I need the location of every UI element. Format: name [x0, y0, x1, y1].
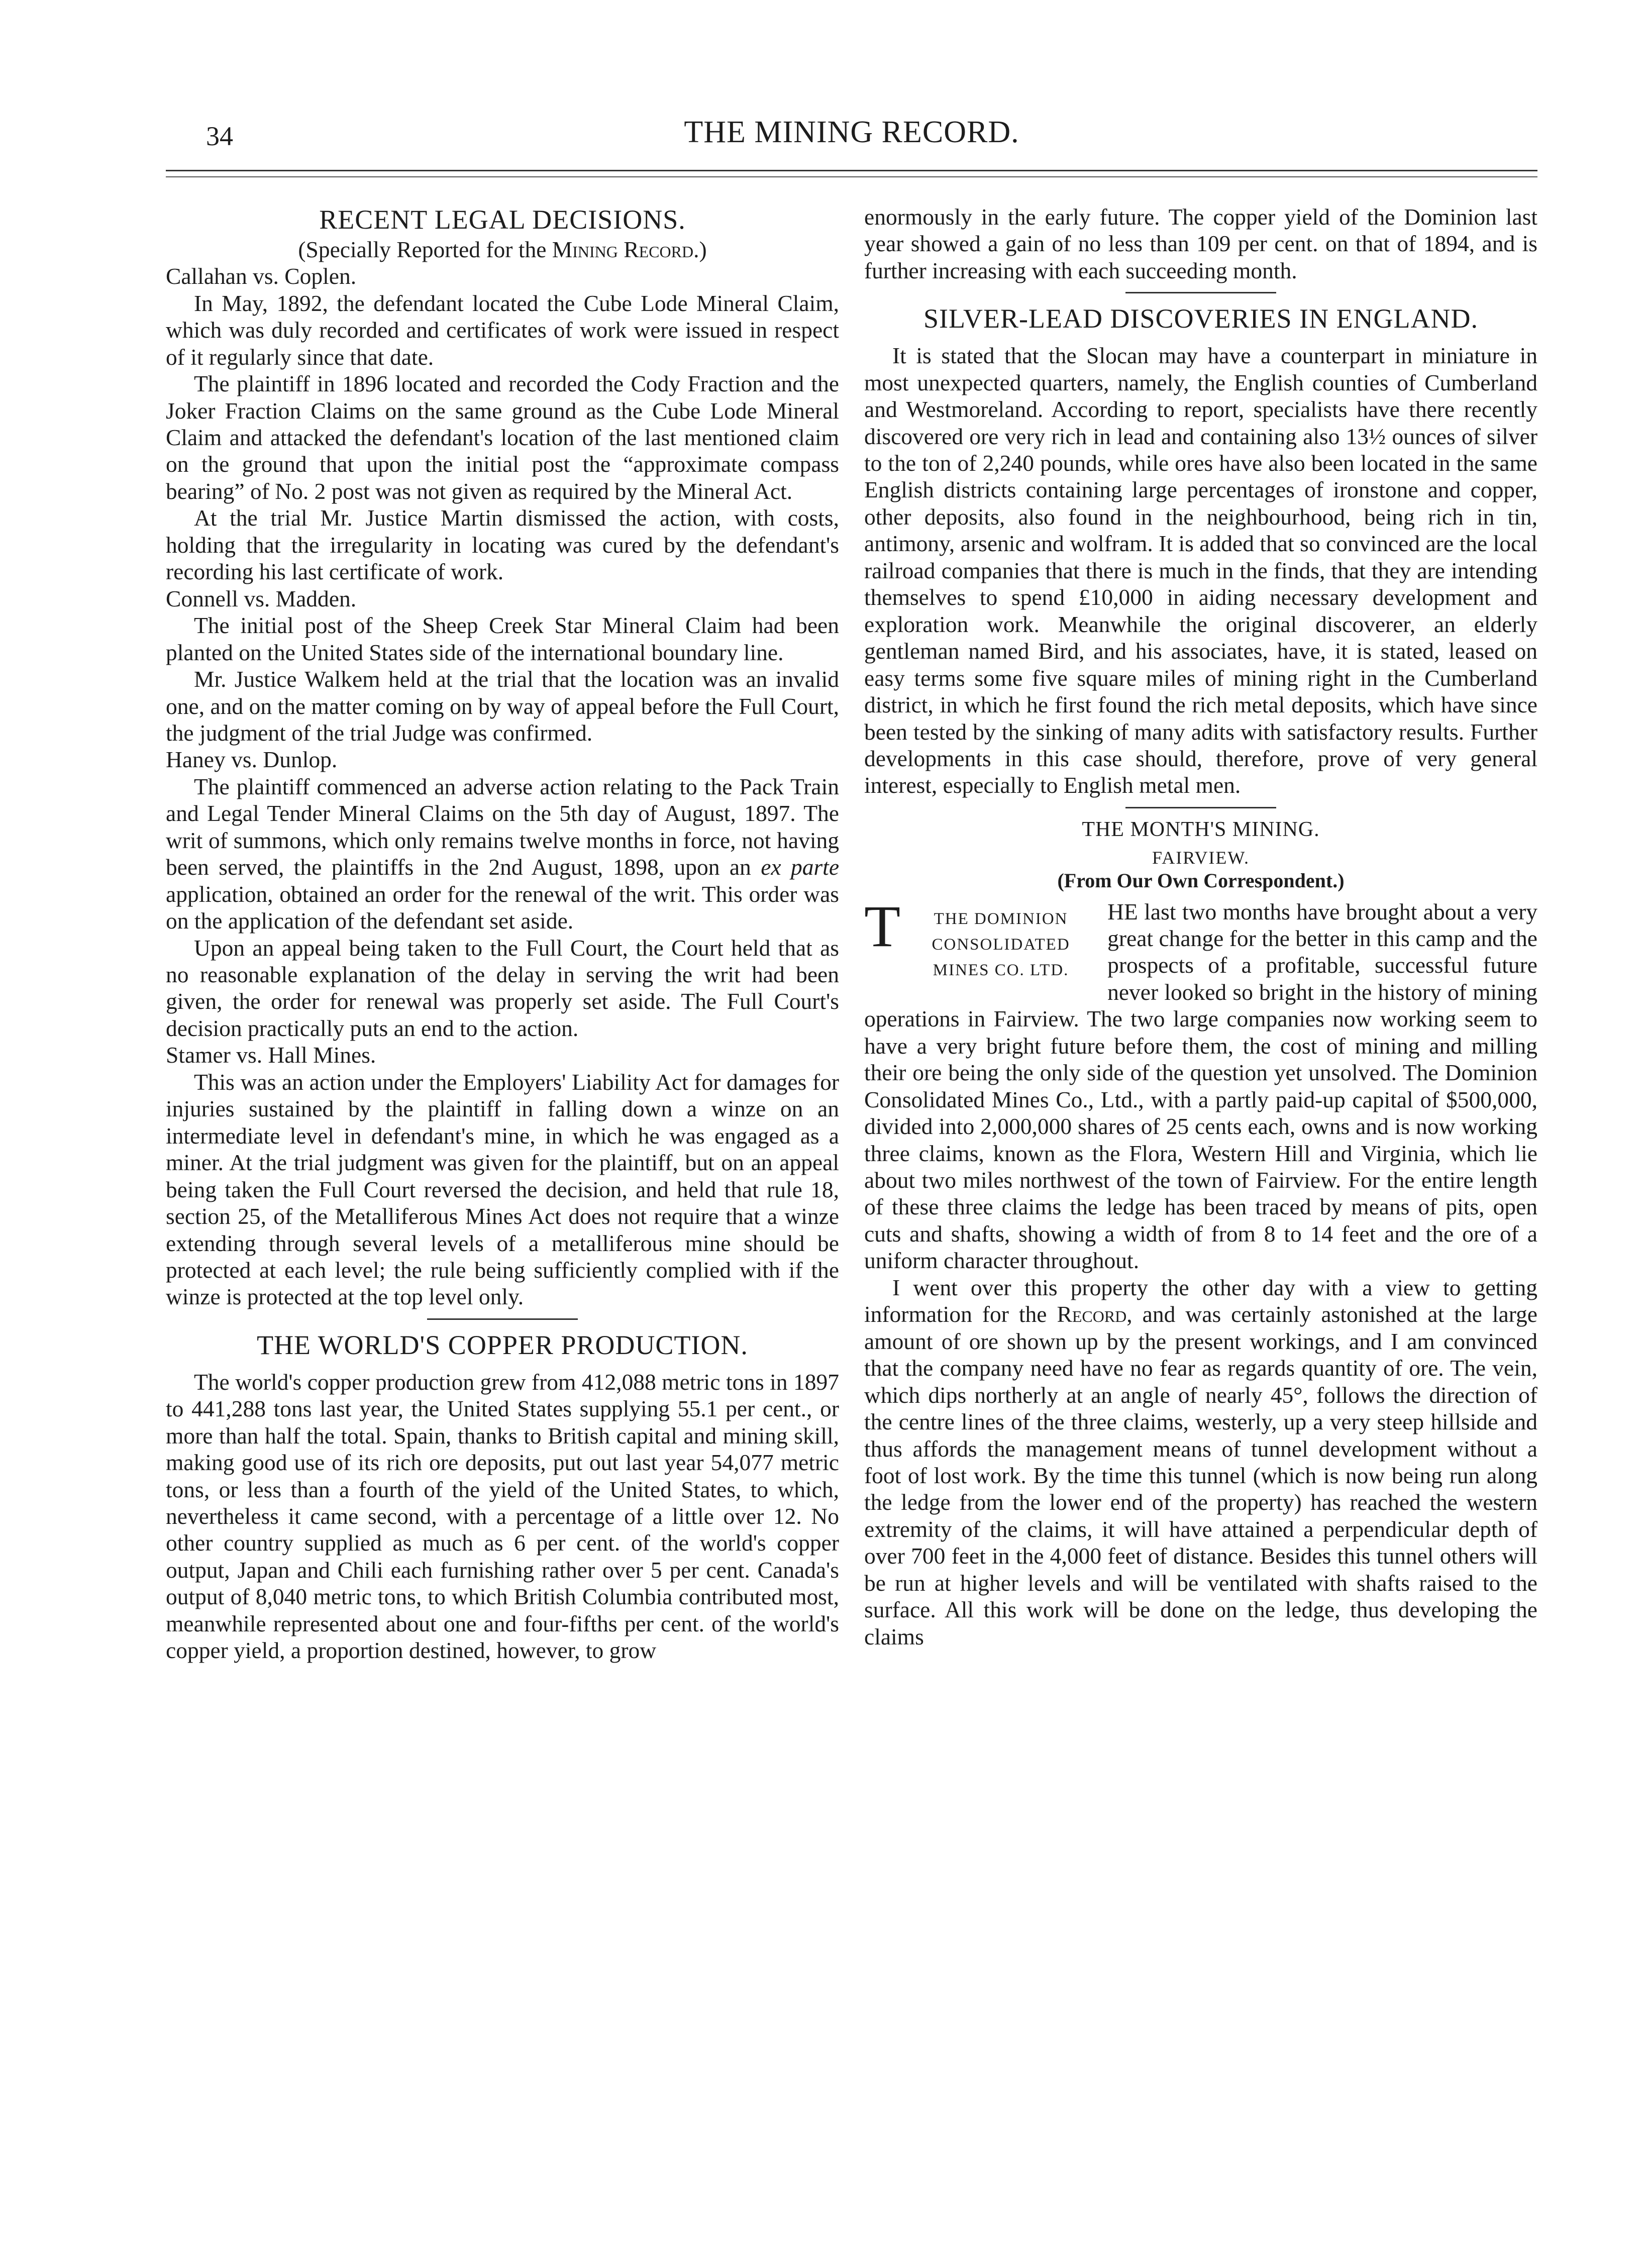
paragraph: It is stated that the Slocan may have a counterpart in miniature in most unexpected quarters, namely, the English counties of Cumberland and Westmoreland. According to report, specialists have there recently discovered ore very rich in lead and containing also 13½ ounces of silver to the ton of 2,240 pounds, while ores have also been located in the same English districts containing large percentages of ironstone and copper, other deposits, also found in the neighbourhood, being rich in tin, antimony, arsenic and wolfram. It is added that so convinced are the local railroad companies that there is much in the finds, that they are intending themselves to spend £10,000 in aiding necessary development and exploration work. Meanwhile the original discoverer, an elderly gentleman named Bird, and his associates, have, it is stated, leased on easy terms some five square miles of mining right in the Cumberland district, in which he first found the rich metal deposits, which have since been tested by the sinking of many adits with satisfactory results. Further developments in this case should, therefore, prove of very general interest, especially to English metal men.	[864, 343, 1537, 798]
place-heading: FAIRVIEW.	[1152, 848, 1250, 868]
case-title: Stamer vs. Hall Mines.	[166, 1042, 376, 1068]
paragraph: I went over this property the other day with a view to getting information for the Record, and was certainly astonished at the large amount of ore shown up by the present workings, and I am convinced that the company need have no fear as regards quantity of ore. The vein, which dips northerly at an angle of nearly 45°, follows the direction of the centre lines of the three claims, westerly, up a very steep hillside and thus affords the management means of tunnel development without a foot of lost work. By the time this tunnel (which is now being run along the ledge from the lower end of the property) has reached the western extremity of the claims, it will have attained a perpendicular depth of over 700 feet in the 4,000 feet of distance. Besides this tunnel others will be run at higher levels and will be ventilated with shafts raised to the surface. All this work will be done on the ledge, thus developing the claims	[864, 1274, 1537, 1650]
paragraph: In May, 1892, the defendant located the Cube Lode Mineral Claim, which was duly recorded and certificates of work were issued in respect of it regularly since that date.	[166, 290, 839, 370]
paragraph: At the trial Mr. Justice Martin dismissed the action, with costs, holding that the irregularity in locating was cured by the defendant's recording his last certificate of work.	[166, 505, 839, 585]
section-divider	[427, 1318, 578, 1320]
paragraph: Upon an appeal being taken to the Full Court, the Court held that as no reasonable explanation of the delay in serving the writ had been given, the order for renewal was properly set aside. The Full Court's decision practically puts an end to the action.	[166, 935, 839, 1041]
correspondent-line: (From Our Own Correspondent.)	[1057, 869, 1345, 892]
side-note: THE DOMINION CONSOLIDATED MINES CO. LTD.	[932, 909, 1070, 979]
page-header	[166, 115, 1537, 155]
drop-cap: T	[864, 893, 901, 959]
paragraph: The world's copper production grew from 412,088 metric tons in 1897 to 441,288 tons last year, the United States supplying 55.1 per cent., or more than half the total. Spain, thanks to British capital and mining skill, making good use of its rich ore deposits, put out last year 54,077 metric tons, or less than a fourth of the yield of the United States, to which, nevertheless it came second, with a percentage of a little over 12. No other country supplied as much as 6 per cent. of the world's copper output, Japan and Chili each furnishing rather over 5 per cent. Canada's output of 8,040 metric tons, to which British Columbia contributed most, meanwhile represented about one and four-fifths per cent. of the world's copper yield, a proportion destined, however, to grow	[166, 1369, 839, 1664]
right-column	[864, 203, 1537, 1650]
left-column	[166, 203, 839, 1664]
section-divider	[1125, 807, 1276, 808]
case-title: Connell vs. Madden.	[166, 585, 357, 611]
case-title: Haney vs. Dunlop.	[166, 747, 338, 773]
silver-lead-heading: SILVER-LEAD DISCOVERIES IN ENGLAND.	[923, 303, 1478, 334]
paragraph: The plaintiff commenced an adverse action relating to the Pack Train and Legal Tender Mineral Claims on the 5th day of August, 1897. The writ of summons, which only remains twelve months in force, not having been served, the plaintiffs in the 2nd August, 1898, upon an ex parte application, obtained an order for the renewal of the writ. This order was on the application of the defendant set aside.	[166, 773, 840, 934]
paragraph: The plaintiff in 1896 located and recorded the Cody Fraction and the Joker Fraction Claims on the same ground as the Cube Lode Mineral Claim and attacked the defendant's location of the last mentioned claim on the ground that upon the initial post the “approximate compass bearing” of No. 2 post was not given as required by the Mineral Act.	[166, 371, 839, 504]
paragraph: This was an action under the Employers' Liability Act for damages for injuries sustained by the plaintiff in falling down a winze on an intermediate level in defendant's mine, in which he was engaged as a miner. At the trial judgment was given for the plaintiff, but on an appeal being taken the Full Court reversed the decision, and held that rule 18, section 25, of the Metalliferous Mines Act does not require that a winze extending through several levels of a metalliferous mine should be protected at each level; the rule being sufficiently complied with if the winze is protected at the top level only.	[166, 1069, 839, 1310]
mining-heading: THE MONTH'S MINING.	[1082, 817, 1320, 841]
section-divider	[1125, 292, 1276, 293]
header-rule	[166, 170, 1537, 177]
running-title: THE MINING RECORD.	[684, 115, 1019, 149]
case-title: Callahan vs. Coplen.	[166, 263, 357, 289]
legal-subheading: (Specially Reported for the Mining Record.)	[298, 236, 707, 262]
copper-production-article	[166, 1329, 839, 1664]
copper-heading: THE WORLD'S COPPER PRODUCTION.	[257, 1329, 748, 1360]
legal-decisions-article	[166, 203, 839, 1310]
page-number: 34	[206, 121, 233, 151]
silver-lead-article	[864, 302, 1537, 799]
legal-heading: RECENT LEGAL DECISIONS.	[319, 204, 686, 235]
paragraph-continued: enormously in the early future. The copper yield of the Dominion last year showed a gain of no less than 109 per cent. on that of 1894, and is further increasing with each succeeding month.	[864, 204, 1537, 283]
paragraph: T THE DOMINION CONSOLIDATED MINES CO. LTD. HE last two months have brought about a very great change for the better in this camp and the prospects of a profitable, successful future never looked so bright in the history of mining operations in Fairview. The two large companies now working seem to have a very bright future before them, the cost of mining and milling their ore being the only side of the question yet unsolved. The Dominion Consolidated Mines Co., Ltd., with a partly paid-up capital of $500,000, divided into 2,000,000 shares of 25 cents each, owns and is now working three claims, known as the Flora, Western Hill and Virginia, which lie about two miles northwest of the town of Fairview. For the entire length of these three claims the ledge has been traced by means of pits, open cuts and shafts, showing a width of from 8 to 14 feet and the ore of a uniform character throughout.	[864, 893, 1537, 1274]
paragraph: The initial post of the Sheep Creek Star Mineral Claim had been planted on the United States side of the international boundary line.	[166, 612, 839, 665]
paragraph: Mr. Justice Walkem held at the trial that the location was an invalid one, and on the matter coming on by way of appeal before the Full Court, the judgment of the trial Judge was confirmed.	[166, 666, 839, 746]
months-mining-article	[864, 817, 1537, 1650]
